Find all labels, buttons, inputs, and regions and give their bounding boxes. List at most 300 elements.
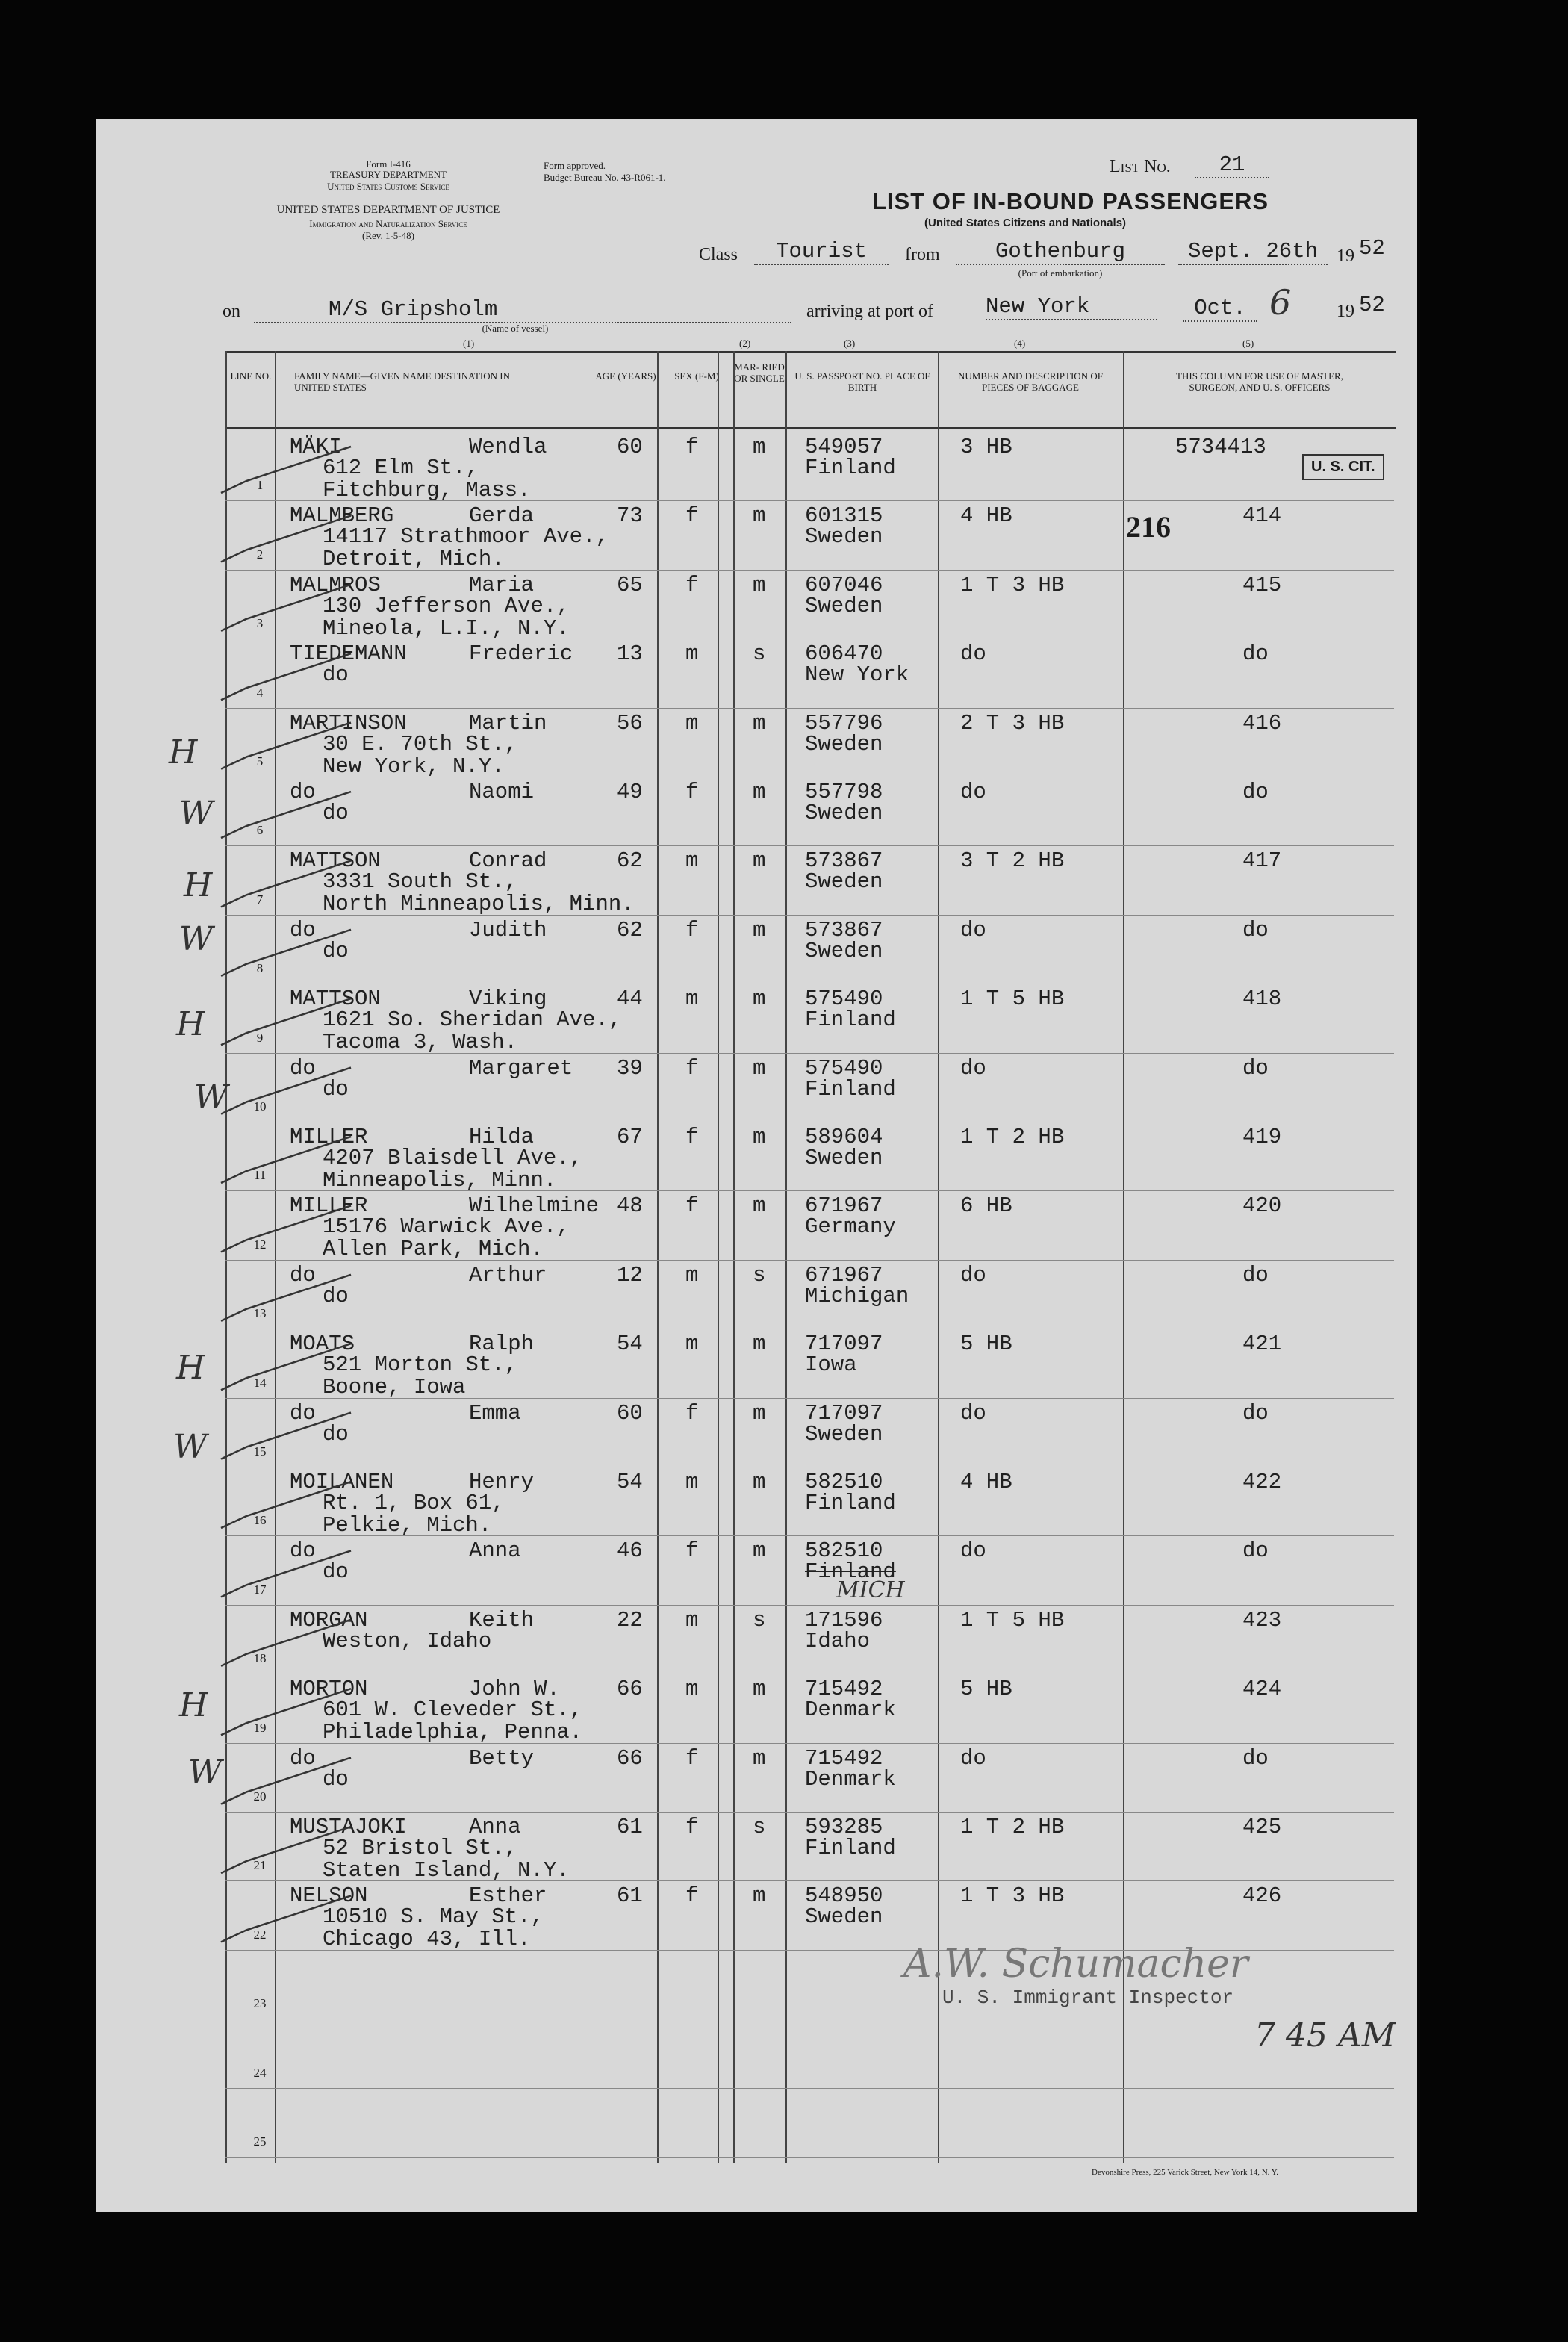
passenger-address-line1: Weston, Idaho bbox=[323, 1628, 492, 1653]
passenger-age: 66 bbox=[617, 1745, 643, 1771]
passenger-passport-no: 671967 bbox=[805, 1262, 883, 1288]
passenger-family-name: MARTINSON bbox=[290, 710, 407, 736]
from-label: from bbox=[905, 245, 940, 264]
passenger-baggage: 3 T 2 HB bbox=[960, 848, 1065, 874]
passenger-age: 60 bbox=[617, 1400, 643, 1426]
col-divider bbox=[718, 351, 719, 2163]
margin-initial: H bbox=[179, 1686, 208, 1724]
line-number: 10 bbox=[253, 1099, 267, 1113]
line-number: 24 bbox=[253, 2066, 267, 2080]
passenger-passport-no: 171596 bbox=[805, 1607, 883, 1633]
passenger-passport-no: 575490 bbox=[805, 1055, 883, 1081]
passenger-birthplace: Sweden bbox=[805, 938, 883, 963]
col-divider bbox=[657, 351, 659, 2163]
customs-service: United States Customs Service bbox=[327, 181, 449, 192]
passenger-address-line2: Allen Park, Mich. bbox=[323, 1237, 544, 1262]
list-no-value: 21 bbox=[1195, 152, 1269, 178]
justice-dept: UNITED STATES DEPARTMENT OF JUSTICE bbox=[276, 204, 500, 216]
passenger-officer-no: 423 bbox=[1242, 1607, 1282, 1633]
passenger-officer-no: 415 bbox=[1242, 572, 1282, 597]
passenger-family-name: MALMROS bbox=[290, 572, 381, 597]
passenger-birthplace: Iowa bbox=[805, 1352, 857, 1378]
arriving-label: arriving at port of bbox=[806, 302, 933, 321]
passenger-address-line2: Fitchburg, Mass. bbox=[323, 478, 531, 503]
passenger-age: 66 bbox=[617, 1677, 643, 1702]
page-title: LIST OF IN-BOUND PASSENGERS bbox=[872, 188, 1269, 214]
passenger-family-name: MOILANEN bbox=[290, 1470, 394, 1494]
passenger-given-name: Wilhelmine bbox=[469, 1193, 600, 1219]
passenger-baggage: 4 HB bbox=[960, 503, 1012, 529]
line-number: 15 bbox=[253, 1444, 267, 1459]
vessel-name: M/S Gripsholm bbox=[254, 297, 791, 323]
passenger-passport-no: 671967 bbox=[805, 1193, 883, 1219]
line-number: 20 bbox=[253, 1789, 267, 1804]
passenger-officer-no: do bbox=[1242, 917, 1269, 942]
passenger-given-name: Arthur bbox=[469, 1262, 547, 1288]
passenger-age: 73 bbox=[617, 503, 643, 529]
row-divider bbox=[225, 708, 1394, 709]
passenger-officer-no: 416 bbox=[1242, 710, 1282, 736]
margin-initial: W bbox=[179, 795, 214, 833]
passenger-family-name: MATTSON bbox=[290, 848, 381, 874]
passenger-officer-no: do bbox=[1242, 1262, 1269, 1288]
passenger-address-line1: do bbox=[323, 662, 349, 688]
passenger-address-line1: do bbox=[323, 1421, 349, 1447]
passenger-age: 56 bbox=[617, 710, 643, 736]
passenger-age: 48 bbox=[617, 1193, 643, 1219]
passenger-passport-no: 607046 bbox=[805, 572, 883, 597]
passenger-baggage: do bbox=[960, 917, 986, 942]
passenger-family-name: MÄKI bbox=[290, 435, 342, 459]
passenger-sex: f bbox=[685, 780, 699, 804]
passenger-birthplace: Denmark bbox=[805, 1698, 896, 1723]
passenger-sex: f bbox=[685, 435, 699, 459]
passenger-birthplace: Finland bbox=[805, 1559, 896, 1585]
col-header-sex: SEX (F-M) bbox=[674, 370, 719, 382]
passenger-baggage: 3 HB bbox=[960, 435, 1012, 459]
passenger-marital-status: m bbox=[753, 1745, 766, 1771]
passenger-passport-no: 606470 bbox=[805, 642, 883, 667]
passenger-family-name: do bbox=[290, 1745, 316, 1771]
passenger-given-name: Hilda bbox=[469, 1125, 535, 1149]
passenger-family-name: MORGAN bbox=[290, 1607, 368, 1633]
passenger-sex: m bbox=[685, 987, 699, 1012]
form-id: Form I-416 bbox=[366, 158, 411, 170]
passenger-birthplace: Sweden bbox=[805, 593, 883, 618]
line-number: 2 bbox=[256, 547, 264, 562]
passenger-marital-status: m bbox=[753, 1125, 766, 1149]
passenger-age: 62 bbox=[617, 917, 643, 942]
vessel-caption: (Name of vessel) bbox=[482, 323, 549, 334]
passenger-birthplace: Sweden bbox=[805, 801, 883, 825]
budget-bureau: Budget Bureau No. 43-R061-1. bbox=[544, 172, 666, 183]
passenger-family-name: MUSTAJOKI bbox=[290, 1815, 407, 1839]
passenger-baggage: 1 T 5 HB bbox=[960, 1607, 1065, 1633]
passenger-marital-status: m bbox=[753, 987, 766, 1012]
passenger-baggage: 1 T 3 HB bbox=[960, 1883, 1065, 1909]
passenger-birthplace: Sweden bbox=[805, 1904, 883, 1930]
passenger-address-line1: 15176 Warwick Ave., bbox=[323, 1214, 570, 1240]
line-number: 9 bbox=[256, 1031, 264, 1045]
passenger-officer-no: 422 bbox=[1242, 1470, 1282, 1494]
passenger-family-name: do bbox=[290, 1262, 316, 1288]
passenger-sex: m bbox=[685, 848, 699, 874]
line-number: 18 bbox=[253, 1651, 267, 1665]
passenger-sex: f bbox=[685, 1883, 699, 1909]
passenger-address-line1: 14117 Strathmoor Ave., bbox=[323, 524, 609, 550]
passenger-address-line1: 612 Elm St., bbox=[323, 456, 479, 480]
passenger-given-name: Anna bbox=[469, 1815, 521, 1839]
page-subtitle: (United States Citizens and Nationals) bbox=[924, 217, 1127, 229]
passenger-given-name: Ralph bbox=[469, 1332, 535, 1357]
row-divider bbox=[225, 2157, 1394, 2158]
passenger-family-name: do bbox=[290, 1538, 316, 1564]
class-value: Tourist bbox=[754, 239, 889, 265]
line-number: 17 bbox=[253, 1582, 267, 1597]
margin-initial: H bbox=[169, 733, 198, 771]
passenger-address-line1: 3331 South St., bbox=[323, 869, 518, 895]
margin-initial: H bbox=[176, 1349, 205, 1387]
passenger-passport-no: 717097 bbox=[805, 1400, 883, 1426]
passenger-address-line1: 130 Jefferson Ave., bbox=[323, 593, 570, 618]
mich-correction: MICH bbox=[836, 1577, 905, 1603]
col-divider bbox=[225, 351, 227, 2163]
line-number: 25 bbox=[253, 2134, 267, 2149]
passenger-given-name: Anna bbox=[469, 1538, 521, 1564]
passenger-baggage: 2 T 3 HB bbox=[960, 710, 1065, 736]
passenger-marital-status: s bbox=[753, 1815, 766, 1839]
margin-initial: W bbox=[188, 1754, 223, 1792]
passenger-address-line2: Boone, Iowa bbox=[323, 1375, 466, 1400]
passenger-sex: f bbox=[685, 1538, 699, 1564]
row-divider bbox=[225, 1812, 1394, 1813]
line-number: 16 bbox=[253, 1513, 267, 1527]
passenger-address-line1: 30 E. 70th St., bbox=[323, 731, 518, 757]
margin-initial: W bbox=[179, 920, 214, 958]
passenger-given-name: Gerda bbox=[469, 503, 535, 529]
passenger-officer-no: 421 bbox=[1242, 1332, 1282, 1357]
passenger-officer-no: do bbox=[1242, 780, 1269, 804]
line-number: 21 bbox=[253, 1858, 267, 1872]
from-value: Gothenburg bbox=[956, 239, 1165, 265]
year-prefix-2: 19 bbox=[1337, 302, 1354, 321]
passenger-address-line1: do bbox=[323, 938, 349, 963]
passenger-sex: f bbox=[685, 1125, 699, 1149]
line-number: 1 bbox=[256, 478, 264, 492]
passenger-address-line2: Minneapolis, Minn. bbox=[323, 1168, 557, 1193]
passenger-passport-no: 589604 bbox=[805, 1125, 883, 1149]
passenger-family-name: do bbox=[290, 1055, 316, 1081]
col-header-name: FAMILY NAME—GIVEN NAME DESTINATION IN UNITED STATES bbox=[294, 370, 511, 393]
passenger-sex: f bbox=[685, 503, 699, 529]
passenger-marital-status: m bbox=[753, 710, 766, 736]
col-header-officers: THIS COLUMN FOR USE OF MASTER, SURGEON, AND U. S. OFFICERS bbox=[1176, 370, 1343, 393]
passenger-officer-no: 420 bbox=[1242, 1193, 1282, 1219]
margin-initial: W bbox=[173, 1428, 208, 1466]
line-number: 13 bbox=[253, 1306, 267, 1320]
col-num-4: (4) bbox=[1014, 338, 1026, 349]
passenger-marital-status: m bbox=[753, 1538, 766, 1564]
passenger-marital-status: m bbox=[753, 848, 766, 874]
passenger-birthplace: Sweden bbox=[805, 1146, 883, 1170]
passenger-address-line1: Rt. 1, Box 61, bbox=[323, 1491, 505, 1515]
printer-credit: Devonshire Press, 225 Varick Street, New York 14, N. Y. bbox=[1092, 2168, 1279, 2177]
passenger-marital-status: m bbox=[753, 1055, 766, 1081]
col-header-married: MAR- RIED OR SINGLE bbox=[734, 361, 785, 384]
passenger-age: 13 bbox=[617, 642, 643, 667]
passenger-family-name: MILLER bbox=[290, 1125, 368, 1149]
col-divider bbox=[785, 351, 787, 2163]
passenger-age: 44 bbox=[617, 987, 643, 1012]
passenger-baggage: do bbox=[960, 1400, 986, 1426]
passenger-age: 46 bbox=[617, 1538, 643, 1564]
passenger-officer-no: do bbox=[1242, 642, 1269, 667]
passenger-age: 60 bbox=[617, 435, 643, 459]
year-prefix: 19 bbox=[1337, 246, 1354, 266]
line-number: 3 bbox=[256, 616, 264, 630]
passenger-baggage: 1 T 2 HB bbox=[960, 1815, 1065, 1839]
form-approved: Form approved. bbox=[544, 160, 606, 171]
revision: (Rev. 1-5-48) bbox=[362, 230, 414, 241]
list-no-label: List No. bbox=[1110, 157, 1171, 176]
passenger-birthplace: Sweden bbox=[805, 869, 883, 895]
passenger-given-name: John W. bbox=[469, 1677, 560, 1702]
passenger-address-line2: New York, N.Y. bbox=[323, 754, 505, 779]
passenger-given-name: Conrad bbox=[469, 848, 547, 874]
passenger-marital-status: m bbox=[753, 572, 766, 597]
passenger-address-line1: 601 W. Cleveder St., bbox=[323, 1698, 583, 1723]
passenger-baggage: 1 T 5 HB bbox=[960, 987, 1065, 1012]
col-header-baggage: NUMBER AND DESCRIPTION OF PIECES OF BAGGAGE bbox=[958, 370, 1103, 393]
passenger-age: 54 bbox=[617, 1332, 643, 1357]
inspector-signature: A.W. Schumacher bbox=[903, 1942, 1248, 1987]
passenger-address-line2: Pelkie, Mich. bbox=[323, 1513, 492, 1538]
passenger-family-name: TIEDEMANN bbox=[290, 642, 407, 667]
passenger-given-name: Frederic bbox=[469, 642, 573, 667]
line-number: 12 bbox=[253, 1237, 267, 1252]
passenger-marital-status: s bbox=[753, 1262, 766, 1288]
passenger-address-line1: do bbox=[323, 1283, 349, 1308]
passenger-officer-no: 424 bbox=[1242, 1677, 1282, 1702]
passenger-address-line1: do bbox=[323, 1559, 349, 1585]
passenger-address-line2: Chicago 43, Ill. bbox=[323, 1927, 531, 1952]
passenger-marital-status: m bbox=[753, 503, 766, 529]
passenger-given-name: Emma bbox=[469, 1400, 521, 1426]
passenger-address-line1: 10510 S. May St., bbox=[323, 1904, 544, 1930]
passenger-birthplace: Finland bbox=[805, 1491, 896, 1515]
passenger-family-name: MALMBERG bbox=[290, 503, 394, 529]
passenger-given-name: Naomi bbox=[469, 780, 535, 804]
passenger-baggage: 5 HB bbox=[960, 1332, 1012, 1357]
table-head-border bbox=[225, 427, 1396, 429]
passenger-birthplace: Finland bbox=[805, 1007, 896, 1033]
passenger-age: 61 bbox=[617, 1883, 643, 1909]
passenger-address-line2: Mineola, L.I., N.Y. bbox=[323, 615, 570, 641]
passenger-passport-no: 557796 bbox=[805, 710, 883, 736]
row-divider bbox=[225, 1605, 1394, 1606]
passenger-family-name: do bbox=[290, 780, 316, 804]
passenger-passport-no: 601315 bbox=[805, 503, 883, 529]
passenger-age: 62 bbox=[617, 848, 643, 874]
line-number: 4 bbox=[256, 686, 264, 700]
class-label: Class bbox=[699, 245, 738, 264]
col-divider bbox=[938, 351, 939, 2163]
passenger-address-line1: do bbox=[323, 1076, 349, 1102]
passenger-address-line1: do bbox=[323, 801, 349, 825]
ins-service: Immigration and Naturalization Service bbox=[309, 218, 467, 229]
passenger-baggage: do bbox=[960, 642, 986, 667]
passenger-passport-no: 549057 bbox=[805, 435, 883, 459]
row-divider bbox=[225, 2088, 1394, 2089]
passenger-passport-no: 715492 bbox=[805, 1745, 883, 1771]
passenger-given-name: Viking bbox=[469, 987, 547, 1012]
passenger-sex: m bbox=[685, 642, 699, 667]
passenger-officer-no: 5734413 bbox=[1175, 435, 1266, 459]
col-header-passport: U. S. PASSPORT NO. PLACE OF BIRTH bbox=[794, 370, 930, 393]
line-number: 7 bbox=[256, 892, 264, 907]
passenger-birthplace: Michigan bbox=[805, 1283, 909, 1308]
passenger-birthplace: Sweden bbox=[805, 731, 883, 757]
passenger-age: 49 bbox=[617, 780, 643, 804]
arrival-day: 6 bbox=[1269, 282, 1292, 323]
col-divider bbox=[275, 351, 276, 2163]
passenger-baggage: do bbox=[960, 1055, 986, 1081]
passenger-sex: f bbox=[685, 572, 699, 597]
passenger-marital-status: m bbox=[753, 1332, 766, 1357]
passenger-birthplace: Denmark bbox=[805, 1766, 896, 1792]
passenger-officer-no: 425 bbox=[1242, 1815, 1282, 1839]
passenger-baggage: 1 T 2 HB bbox=[960, 1125, 1065, 1149]
passenger-baggage: do bbox=[960, 1745, 986, 1771]
passenger-officer-no: do bbox=[1242, 1400, 1269, 1426]
col-divider bbox=[1123, 351, 1124, 2163]
passenger-birthplace: Idaho bbox=[805, 1628, 871, 1653]
passenger-passport-no: 573867 bbox=[805, 848, 883, 874]
passenger-sex: m bbox=[685, 1262, 699, 1288]
passenger-address-line1: 52 Bristol St., bbox=[323, 1836, 518, 1860]
passenger-address-line1: do bbox=[323, 1766, 349, 1792]
passenger-address-line2: Tacoma 3, Wash. bbox=[323, 1030, 518, 1055]
passenger-marital-status: m bbox=[753, 435, 766, 459]
passenger-sex: f bbox=[685, 1055, 699, 1081]
passenger-birthplace: Finland bbox=[805, 456, 896, 480]
passenger-address-line2: Staten Island, N.Y. bbox=[323, 1858, 570, 1883]
arrival-month: Oct. bbox=[1183, 296, 1257, 322]
passenger-given-name: Margaret bbox=[469, 1055, 573, 1081]
passenger-passport-no: 593285 bbox=[805, 1815, 883, 1839]
passenger-officer-no: 414 bbox=[1242, 503, 1282, 529]
passenger-address-line2: Philadelphia, Penna. bbox=[323, 1720, 583, 1745]
line-number: 23 bbox=[253, 1996, 267, 2010]
arrival-port: New York bbox=[986, 294, 1157, 320]
passenger-family-name: NELSON bbox=[290, 1883, 368, 1909]
passenger-sex: m bbox=[685, 1607, 699, 1633]
passenger-marital-status: m bbox=[753, 780, 766, 804]
passenger-sex: f bbox=[685, 917, 699, 942]
passenger-passport-no: 548950 bbox=[805, 1883, 883, 1909]
passenger-given-name: Keith bbox=[469, 1607, 535, 1633]
passenger-baggage: 4 HB bbox=[960, 1470, 1012, 1494]
passenger-marital-status: m bbox=[753, 1883, 766, 1909]
margin-initial: H bbox=[176, 1005, 205, 1043]
passenger-baggage: do bbox=[960, 780, 986, 804]
passenger-baggage: 6 HB bbox=[960, 1193, 1012, 1219]
passenger-passport-no: 582510 bbox=[805, 1538, 883, 1564]
passenger-sex: f bbox=[685, 1400, 699, 1426]
col-header-age: AGE (YEARS) bbox=[595, 370, 656, 382]
passenger-passport-no: 557798 bbox=[805, 780, 883, 804]
margin-initial: H bbox=[184, 866, 213, 904]
passenger-age: 54 bbox=[617, 1470, 643, 1494]
passenger-given-name: Wendla bbox=[469, 435, 547, 459]
departure-date: Sept. 26th bbox=[1178, 239, 1328, 265]
passenger-family-name: MILLER bbox=[290, 1193, 368, 1219]
passenger-marital-status: m bbox=[753, 1677, 766, 1702]
passenger-sex: m bbox=[685, 1677, 699, 1702]
line-number: 6 bbox=[256, 823, 264, 837]
passenger-officer-no: 419 bbox=[1242, 1125, 1282, 1149]
passenger-given-name: Henry bbox=[469, 1470, 535, 1494]
us-citizen-stamp: U. S. CIT. bbox=[1302, 454, 1384, 480]
arrival-time-note: 7 45 AM bbox=[1254, 2016, 1396, 2054]
inspector-title: U. S. Immigrant Inspector bbox=[942, 1987, 1234, 2009]
passenger-birthplace: Finland bbox=[805, 1836, 896, 1860]
passenger-officer-no: 417 bbox=[1242, 848, 1282, 874]
passenger-birthplace: Finland bbox=[805, 1076, 896, 1102]
passenger-officer-no: 426 bbox=[1242, 1883, 1282, 1909]
passenger-given-name: Maria bbox=[469, 572, 535, 597]
passenger-passport-no: 582510 bbox=[805, 1470, 883, 1494]
passenger-marital-status: m bbox=[753, 917, 766, 942]
passenger-birthplace: Germany bbox=[805, 1214, 896, 1240]
arrival-year: 52 bbox=[1359, 293, 1385, 317]
passenger-family-name: MOATS bbox=[290, 1332, 355, 1357]
passenger-sex: m bbox=[685, 710, 699, 736]
margin-initial: W bbox=[194, 1078, 228, 1116]
on-label: on bbox=[223, 302, 240, 321]
treasury-dept: TREASURY DEPARTMENT bbox=[329, 169, 447, 180]
passenger-address-line1: 521 Morton St., bbox=[323, 1352, 518, 1378]
passenger-baggage: 5 HB bbox=[960, 1677, 1012, 1702]
passenger-birthplace: New York bbox=[805, 662, 909, 688]
passenger-age: 67 bbox=[617, 1125, 643, 1149]
passenger-age: 61 bbox=[617, 1815, 643, 1839]
passenger-officer-no: do bbox=[1242, 1538, 1269, 1564]
passenger-given-name: Esther bbox=[469, 1883, 547, 1909]
passenger-family-name: do bbox=[290, 917, 316, 942]
passenger-age: 22 bbox=[617, 1607, 643, 1633]
line-number: 14 bbox=[253, 1376, 267, 1390]
passenger-family-name: do bbox=[290, 1400, 316, 1426]
passenger-passport-no: 573867 bbox=[805, 917, 883, 942]
passenger-officer-no: do bbox=[1242, 1745, 1269, 1771]
col-num-1: (1) bbox=[463, 338, 475, 349]
passenger-sex: f bbox=[685, 1193, 699, 1219]
passenger-family-name: MORTON bbox=[290, 1677, 368, 1702]
page-number-stamp: 216 bbox=[1126, 510, 1171, 544]
passenger-officer-no: 418 bbox=[1242, 987, 1282, 1012]
passenger-birthplace: Sweden bbox=[805, 1421, 883, 1447]
row-divider bbox=[225, 845, 1394, 846]
passenger-given-name: Martin bbox=[469, 710, 547, 736]
line-number: 22 bbox=[253, 1928, 267, 1942]
passenger-given-name: Betty bbox=[469, 1745, 535, 1771]
passenger-marital-status: m bbox=[753, 1470, 766, 1494]
passenger-address-line2: Detroit, Mich. bbox=[323, 547, 505, 572]
passenger-birthplace: Sweden bbox=[805, 524, 883, 550]
passenger-passport-no: 575490 bbox=[805, 987, 883, 1012]
passenger-marital-status: m bbox=[753, 1400, 766, 1426]
